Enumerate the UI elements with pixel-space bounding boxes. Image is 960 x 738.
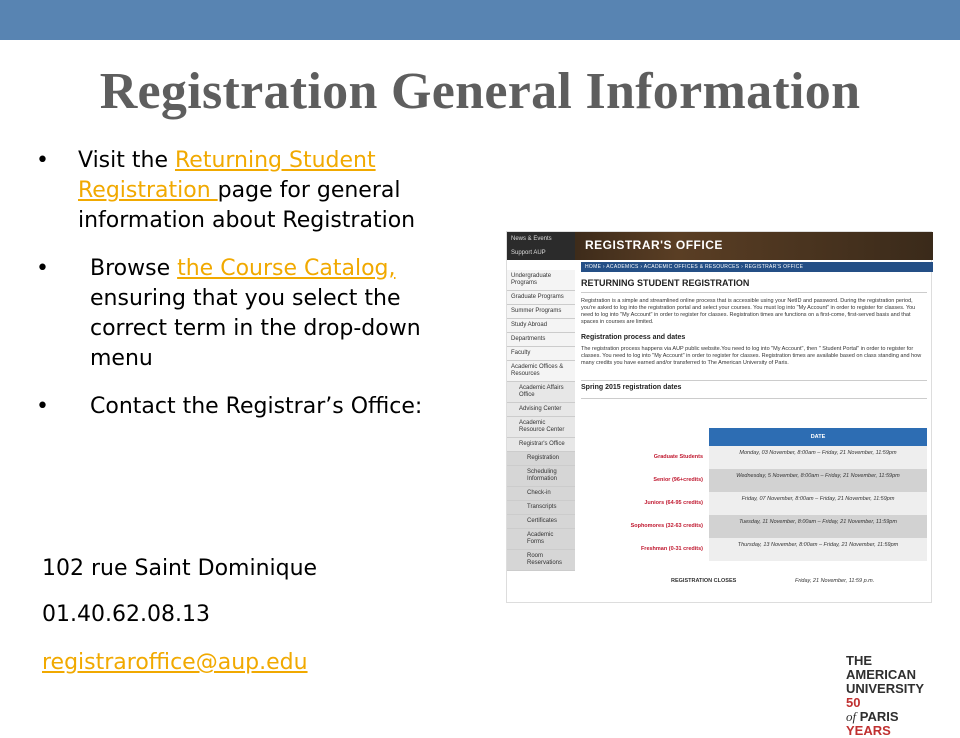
registrar-email-link[interactable]: registraroffice@aup.edu bbox=[42, 650, 308, 675]
table-row bbox=[581, 515, 927, 538]
sidebar-item: Transcripts bbox=[507, 501, 575, 515]
sidebar-item: Undergraduate Programs bbox=[507, 270, 575, 291]
sidebar-item: Summer Programs bbox=[507, 305, 575, 319]
table-row-group: Graduate Students bbox=[653, 454, 703, 460]
site-intro-text: Registration is a simple and streamlined online process that is accessible using your NetID and password. During the registration period, you're asked to log into the registration portal and select your courses. You must log into "My Account" in order to register for classes. You need to log into "My Account" in order to register for classes. Registration times are functions on a first-come, first-served basis and that spaces in courses are limited. bbox=[581, 298, 916, 325]
table-row bbox=[581, 446, 927, 469]
logo-line-2b: 50 bbox=[846, 695, 861, 710]
sidebar-item: Study Abroad bbox=[507, 319, 575, 333]
site-process-heading: Registration process and dates bbox=[581, 334, 686, 341]
site-breadcrumb: HOME › ACADEMICS › ACADEMIC OFFICES & RESOURCES › REGISTRAR'S OFFICE bbox=[581, 262, 933, 272]
registrar-address: 102 rue Saint Dominique bbox=[42, 556, 318, 581]
registration-dates-table bbox=[581, 428, 927, 561]
table-row-group: Freshman (0-31 credits) bbox=[640, 546, 703, 552]
logo-line-3b: PARIS bbox=[859, 709, 899, 724]
divider bbox=[581, 398, 927, 399]
registrar-phone: 01.40.62.08.13 bbox=[42, 602, 210, 627]
table-row-group: Sophomores (32-63 credits) bbox=[630, 523, 703, 529]
bullet-text-post: page for general information about Registration bbox=[78, 178, 416, 233]
table-header-date: DATE bbox=[709, 428, 927, 446]
sidebar-item: Departments bbox=[507, 333, 575, 347]
table-row-date: Wednesday, 5 November, 8:00am – Friday, 21 November, 11:59pm bbox=[709, 469, 927, 492]
bullet-dot: • bbox=[36, 148, 49, 173]
table-row-group: Senior (96+credits) bbox=[653, 477, 703, 483]
logo-line-1: THE AMERICAN bbox=[846, 653, 917, 682]
sidebar-item: Academic Forms bbox=[507, 529, 575, 550]
bullet-text-pre: Contact the Registrar’s Office: bbox=[90, 394, 423, 419]
top-accent-bar bbox=[0, 0, 960, 40]
bullet-text-pre: Visit the bbox=[78, 148, 175, 173]
divider bbox=[581, 380, 927, 381]
bullet-course-catalog bbox=[36, 254, 466, 374]
bullet-text-pre: Browse bbox=[90, 256, 178, 281]
sidebar-item: Academic Resource Center bbox=[507, 417, 575, 438]
table-row-date: Tuesday, 11 November, 8:00am – Friday, 21 November, 11:59pm bbox=[709, 515, 927, 538]
table-row bbox=[581, 469, 927, 492]
table-row bbox=[581, 538, 927, 561]
divider bbox=[581, 292, 927, 293]
bullet-text-post: ensuring that you select the correct term in the drop-down menu bbox=[90, 286, 421, 371]
sidebar-item: Faculty bbox=[507, 347, 575, 361]
sidebar-item: Academic Offices & Resources bbox=[507, 361, 575, 382]
site-header bbox=[507, 232, 933, 260]
bullet-contact-registrar bbox=[36, 392, 466, 422]
site-dates-heading: Spring 2015 registration dates bbox=[581, 384, 682, 391]
registration-closes-label: REGISTRATION CLOSES bbox=[671, 578, 737, 584]
aup-50-years-logo bbox=[846, 654, 930, 738]
sidebar-item: Check-in bbox=[507, 487, 575, 501]
logo-line-3c: YEARS bbox=[846, 723, 891, 738]
table-row-date: Friday, 07 November, 8:00am – Friday, 21 November, 11:59pm bbox=[709, 492, 927, 515]
table-row-group: Juniors (64-95 credits) bbox=[644, 500, 703, 506]
site-sidebar bbox=[507, 270, 575, 571]
sidebar-item: Registrar's Office bbox=[507, 438, 575, 452]
table-row-date: Thursday, 13 November, 8:00am – Friday, 21 November, 11:59pm bbox=[709, 538, 927, 561]
sidebar-item: Graduate Programs bbox=[507, 291, 575, 305]
registration-closes-value: Friday, 21 November, 11:59 p.m. bbox=[795, 578, 875, 584]
sidebar-item: Scheduling Information bbox=[507, 466, 575, 487]
registrar-website-screenshot bbox=[506, 231, 932, 603]
returning-student-registration-link[interactable]: Returning Student Registration bbox=[78, 148, 376, 203]
course-catalog-link[interactable]: the Course Catalog, bbox=[177, 256, 396, 281]
sidebar-item: Advising Center bbox=[507, 403, 575, 417]
site-top-nav bbox=[507, 232, 575, 260]
sidebar-item: Academic Affairs Office bbox=[507, 382, 575, 403]
logo-line-2a: UNIVERSITY bbox=[846, 681, 924, 696]
table-row bbox=[581, 492, 927, 515]
logo-line-3a: of bbox=[846, 709, 857, 724]
sidebar-item: Registration bbox=[507, 452, 575, 466]
bullet-dot: • bbox=[36, 394, 49, 419]
table-header-row bbox=[581, 428, 927, 446]
top-nav-news-events: News & Events bbox=[511, 236, 552, 242]
bullet-list bbox=[36, 146, 466, 440]
top-nav-support-aup: Support AUP bbox=[511, 250, 546, 256]
sidebar-item: Certificates bbox=[507, 515, 575, 529]
bullet-returning-registration bbox=[36, 146, 466, 236]
sidebar-item: Room Reservations bbox=[507, 550, 575, 571]
slide-title: Registration General Information bbox=[99, 63, 861, 120]
site-process-text: The registration process happens via AUP public website.You need to log into "My Account", then " Student Portal" in order to register for classes. You need to log into "My Account" in order to register for classes. Registration times are available based on class standing and how many credits you have earned and/or transferred to The American University of Paris. bbox=[581, 346, 922, 366]
site-office-title: REGISTRAR'S OFFICE bbox=[585, 238, 723, 252]
table-row-date: Monday, 03 November, 8:00am – Friday, 21 November, 11:59pm bbox=[709, 446, 927, 469]
site-page-heading: RETURNING STUDENT REGISTRATION bbox=[581, 278, 750, 288]
bullet-dot: • bbox=[36, 256, 49, 281]
